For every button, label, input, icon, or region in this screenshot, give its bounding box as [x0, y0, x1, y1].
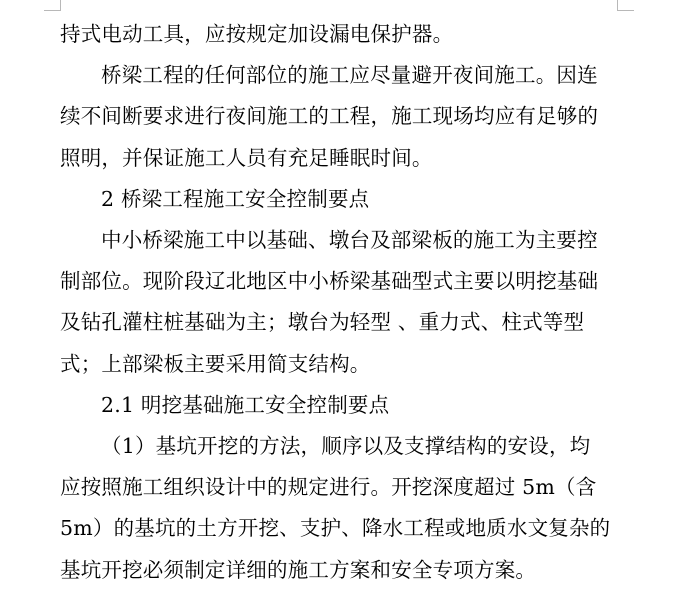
paragraph-line: 及钻孔灌柱桩基础为主；墩台为轻型 、重力式、柱式等型: [60, 310, 585, 335]
paragraph-line: 续不间断要求进行夜间施工的工程，施工现场均应有足够的: [60, 104, 599, 129]
document-body: [60, 14, 616, 591]
paragraph-line: （1）基坑开挖的方法，顺序以及支撑结构的安设，均: [101, 434, 591, 459]
paragraph-line: 5m）的基坑的土方开挖、支护、降水工程或地质水文复杂的: [60, 516, 611, 541]
paragraph-line: 桥梁工程的任何部位的施工应尽量避开夜间施工。因连: [101, 63, 598, 88]
paragraph-line: 式；上部梁板主要采用简支结构。: [60, 351, 371, 376]
paragraph-line: 制部位。现阶段辽北地区中小桥梁基础型式主要以明挖基础: [60, 269, 599, 294]
section-heading: 2 桥梁工程施工安全控制要点: [101, 186, 370, 211]
paragraph-line: 中小桥梁施工中以基础、墩台及部梁板的施工为主要控: [101, 228, 598, 253]
paragraph-line: 应按照施工组织设计中的规定进行。开挖深度超过 5m（含: [60, 475, 597, 500]
paragraph-line: 持式电动工具，应按规定加设漏电保护器。: [60, 22, 454, 46]
paragraph-line: 照明，并保证施工人员有充足睡眠时间。: [60, 145, 433, 170]
page-corner-mark-right: [617, 0, 634, 11]
subsection-heading: 2.1 明挖基础施工安全控制要点: [101, 392, 390, 417]
paragraph-line: 基坑开挖必须制定详细的施工方案和安全专项方案。: [60, 557, 537, 582]
page-corner-mark-left: [44, 0, 61, 11]
